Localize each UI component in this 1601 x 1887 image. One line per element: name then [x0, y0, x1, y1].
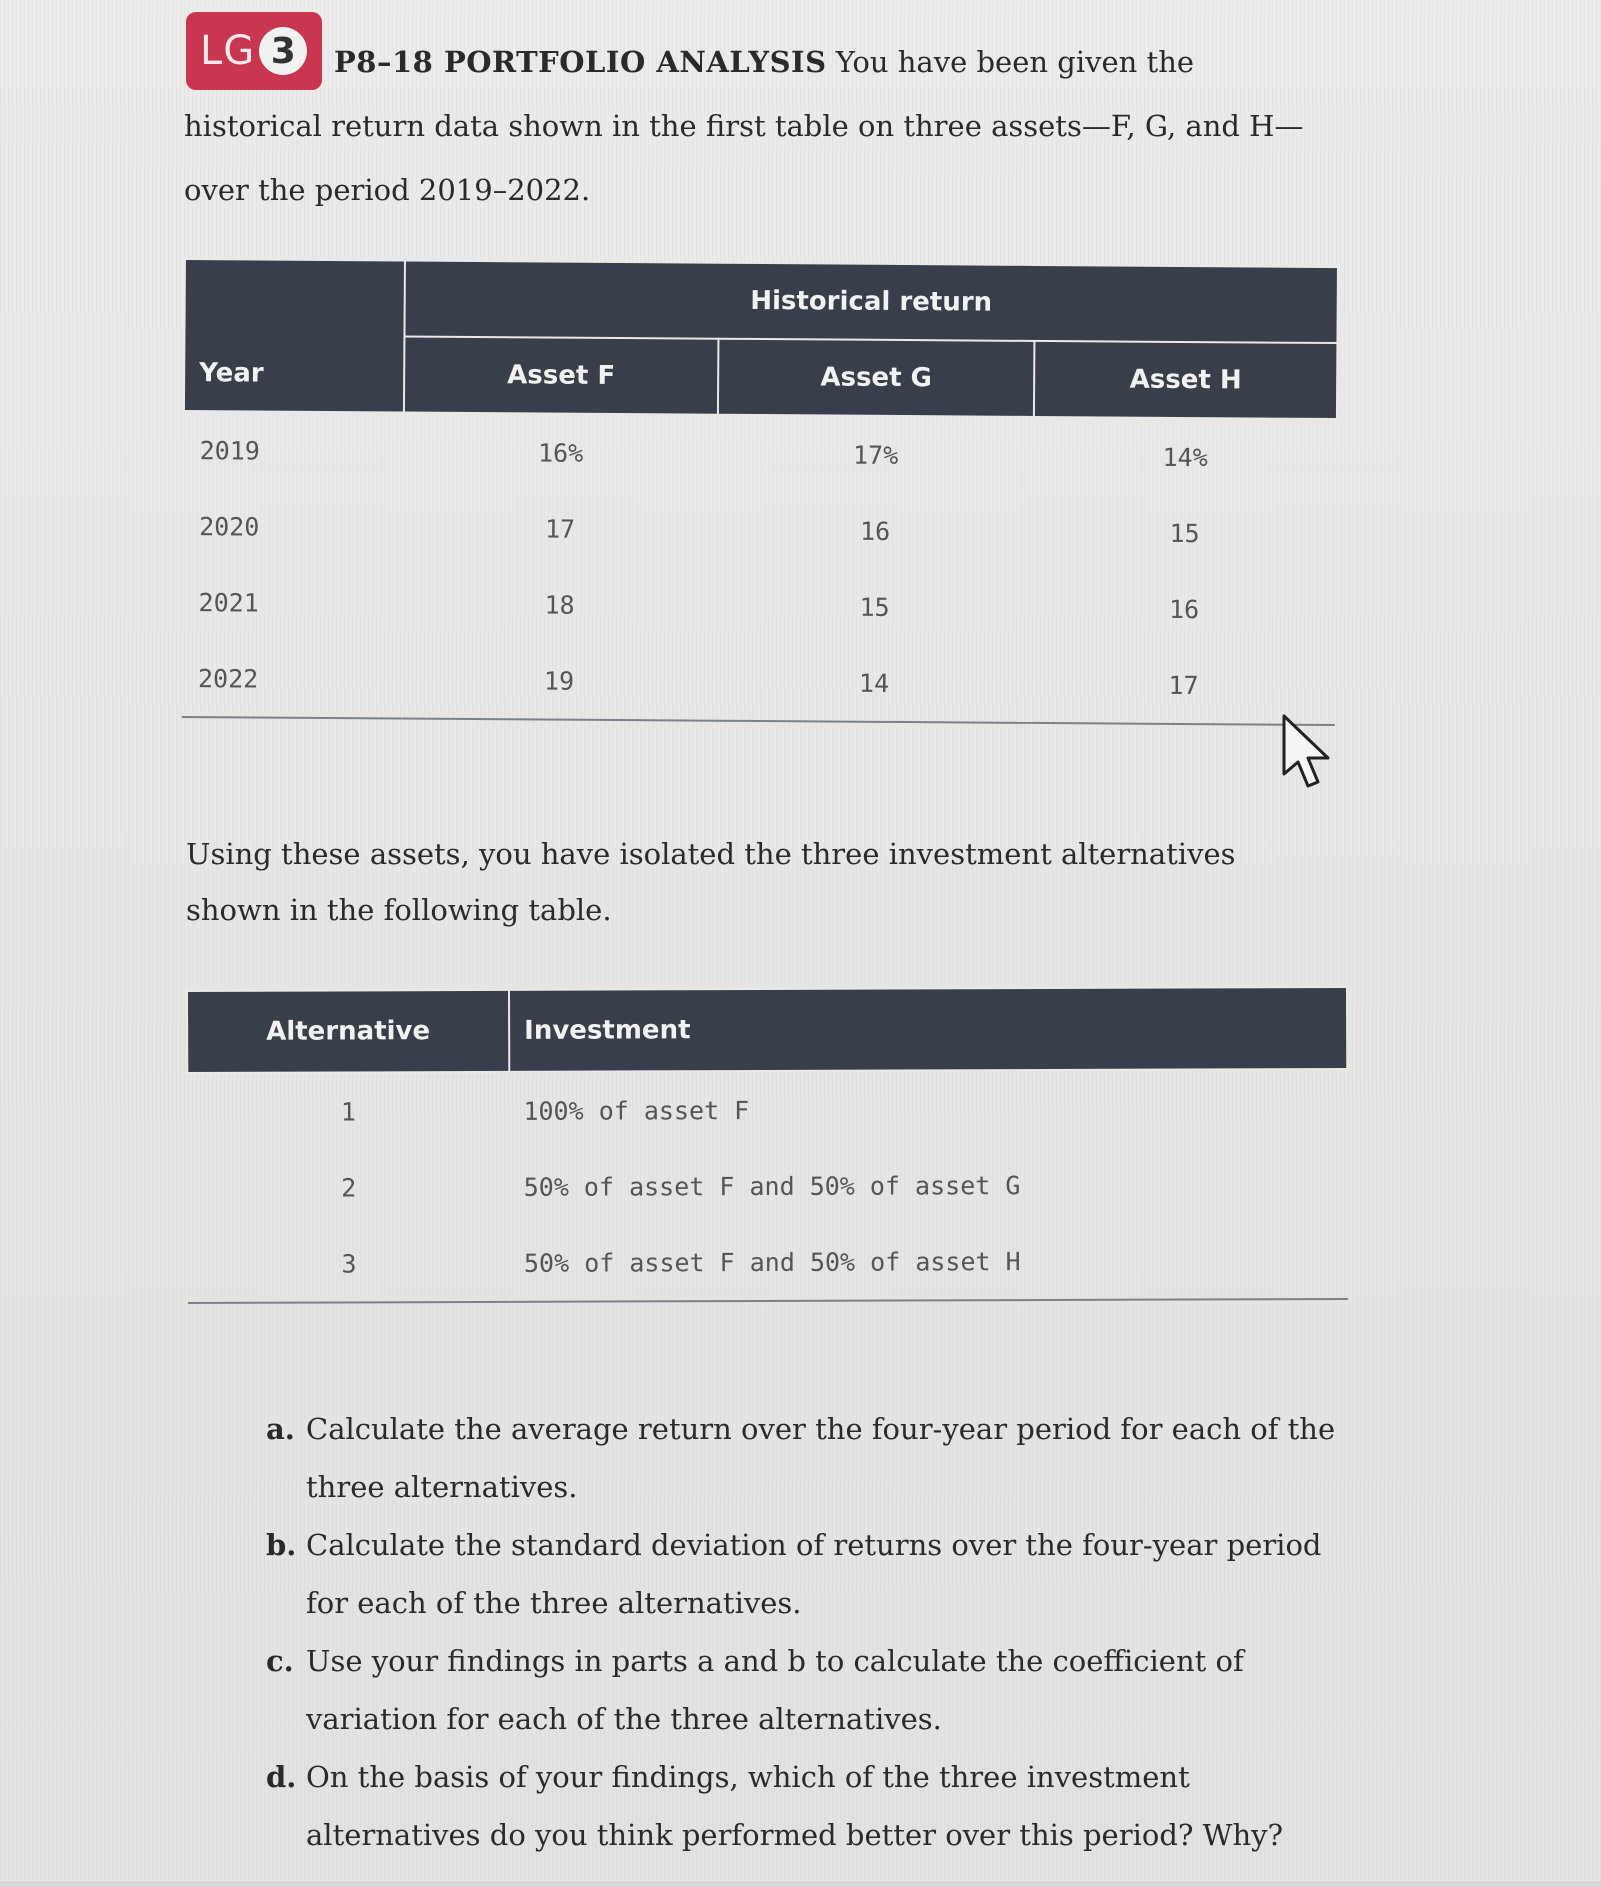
asset-f-cell: 19 [402, 642, 717, 721]
table-corner-cell [184, 259, 405, 337]
question-item [266, 1516, 1346, 1632]
learning-goal-label: LG [200, 28, 256, 74]
table-row [187, 1069, 1347, 1150]
year-cell: 2020 [199, 511, 260, 542]
problem-statement: You have been given the historical return data shown in the first table on three assets—F, G, and H—over the period 2019–2022. [184, 45, 1304, 207]
column-header-year: Year [184, 335, 405, 413]
question-label: c. [266, 1644, 294, 1678]
investment-cell: 50% of asset F and 50% of asset G [523, 1170, 1021, 1202]
year-cell: 2019 [199, 435, 260, 466]
investment-alternatives-table [186, 986, 1349, 1304]
table-row [182, 640, 1336, 725]
asset-f-cell: 16% [537, 437, 584, 468]
year-cell: 2021 [198, 587, 259, 618]
asset-g-cell: 15 [859, 592, 890, 622]
table-row [183, 411, 1337, 496]
alternative-number-cell: 1 [340, 1096, 357, 1126]
table-row [182, 564, 1336, 648]
table-row [188, 1146, 1348, 1226]
historical-return-table [181, 258, 1339, 726]
asset-g-cell: 14 [716, 644, 1033, 723]
question-label: a. [266, 1412, 295, 1446]
question-item [266, 1400, 1346, 1516]
asset-g-cell: 17% [852, 440, 899, 470]
question-label: b. [266, 1528, 297, 1562]
page-bottom-edge [0, 1881, 1601, 1887]
asset-g-cell: 16 [859, 516, 891, 546]
asset-h-cell: 16 [1168, 594, 1200, 624]
table-row [188, 1222, 1348, 1303]
historical-return-header: Historical return [404, 261, 1338, 344]
problem-intro [184, 30, 1324, 222]
asset-h-cell: 17 [1032, 646, 1336, 725]
column-header-alternative: Alternative [187, 990, 509, 1073]
table-row [183, 488, 1337, 572]
asset-f-cell: 18 [544, 590, 575, 620]
question-text: Calculate the standard deviation of returns over the four-year period for each of the three alternatives. [306, 1528, 1322, 1620]
question-text: Calculate the average return over the four-year period for each of the three alternatives. [306, 1412, 1336, 1504]
asset-h-cell: 14% [1162, 442, 1208, 472]
column-header-investment: Investment [509, 987, 1347, 1072]
asset-h-cell: 15 [1169, 518, 1200, 548]
alternative-number-cell: 3 [188, 1225, 510, 1303]
column-header-asset-f: Asset F [404, 337, 719, 415]
alternatives-intro: Using these assets, you have isolated the three investment alternatives shown in the following table. [186, 837, 1236, 927]
mouse-pointer-icon [1280, 712, 1340, 792]
question-list [266, 1400, 1346, 1864]
question-item [266, 1632, 1346, 1748]
question-item [266, 1748, 1346, 1864]
learning-goal-number: 3 [259, 27, 307, 75]
column-header-asset-g: Asset G [718, 339, 1035, 417]
question-text: On the basis of your findings, which of the three investment alternatives do you think performed better over this period? Why? [306, 1760, 1284, 1852]
investment-cell: 100% of asset F [523, 1095, 750, 1126]
column-header-asset-h: Asset H [1034, 341, 1338, 419]
problem-title: P8–18 PORTFOLIO ANALYSIS [334, 45, 827, 79]
alternative-number-cell: 2 [341, 1172, 357, 1202]
question-label: d. [266, 1760, 297, 1794]
question-text: Use your findings in parts a and b to calculate the coefficient of variation for each of the three alternatives. [306, 1644, 1244, 1736]
year-cell: 2022 [182, 640, 403, 719]
asset-f-cell: 17 [544, 514, 576, 544]
investment-cell: 50% of asset F and 50% of asset H [510, 1222, 1348, 1302]
